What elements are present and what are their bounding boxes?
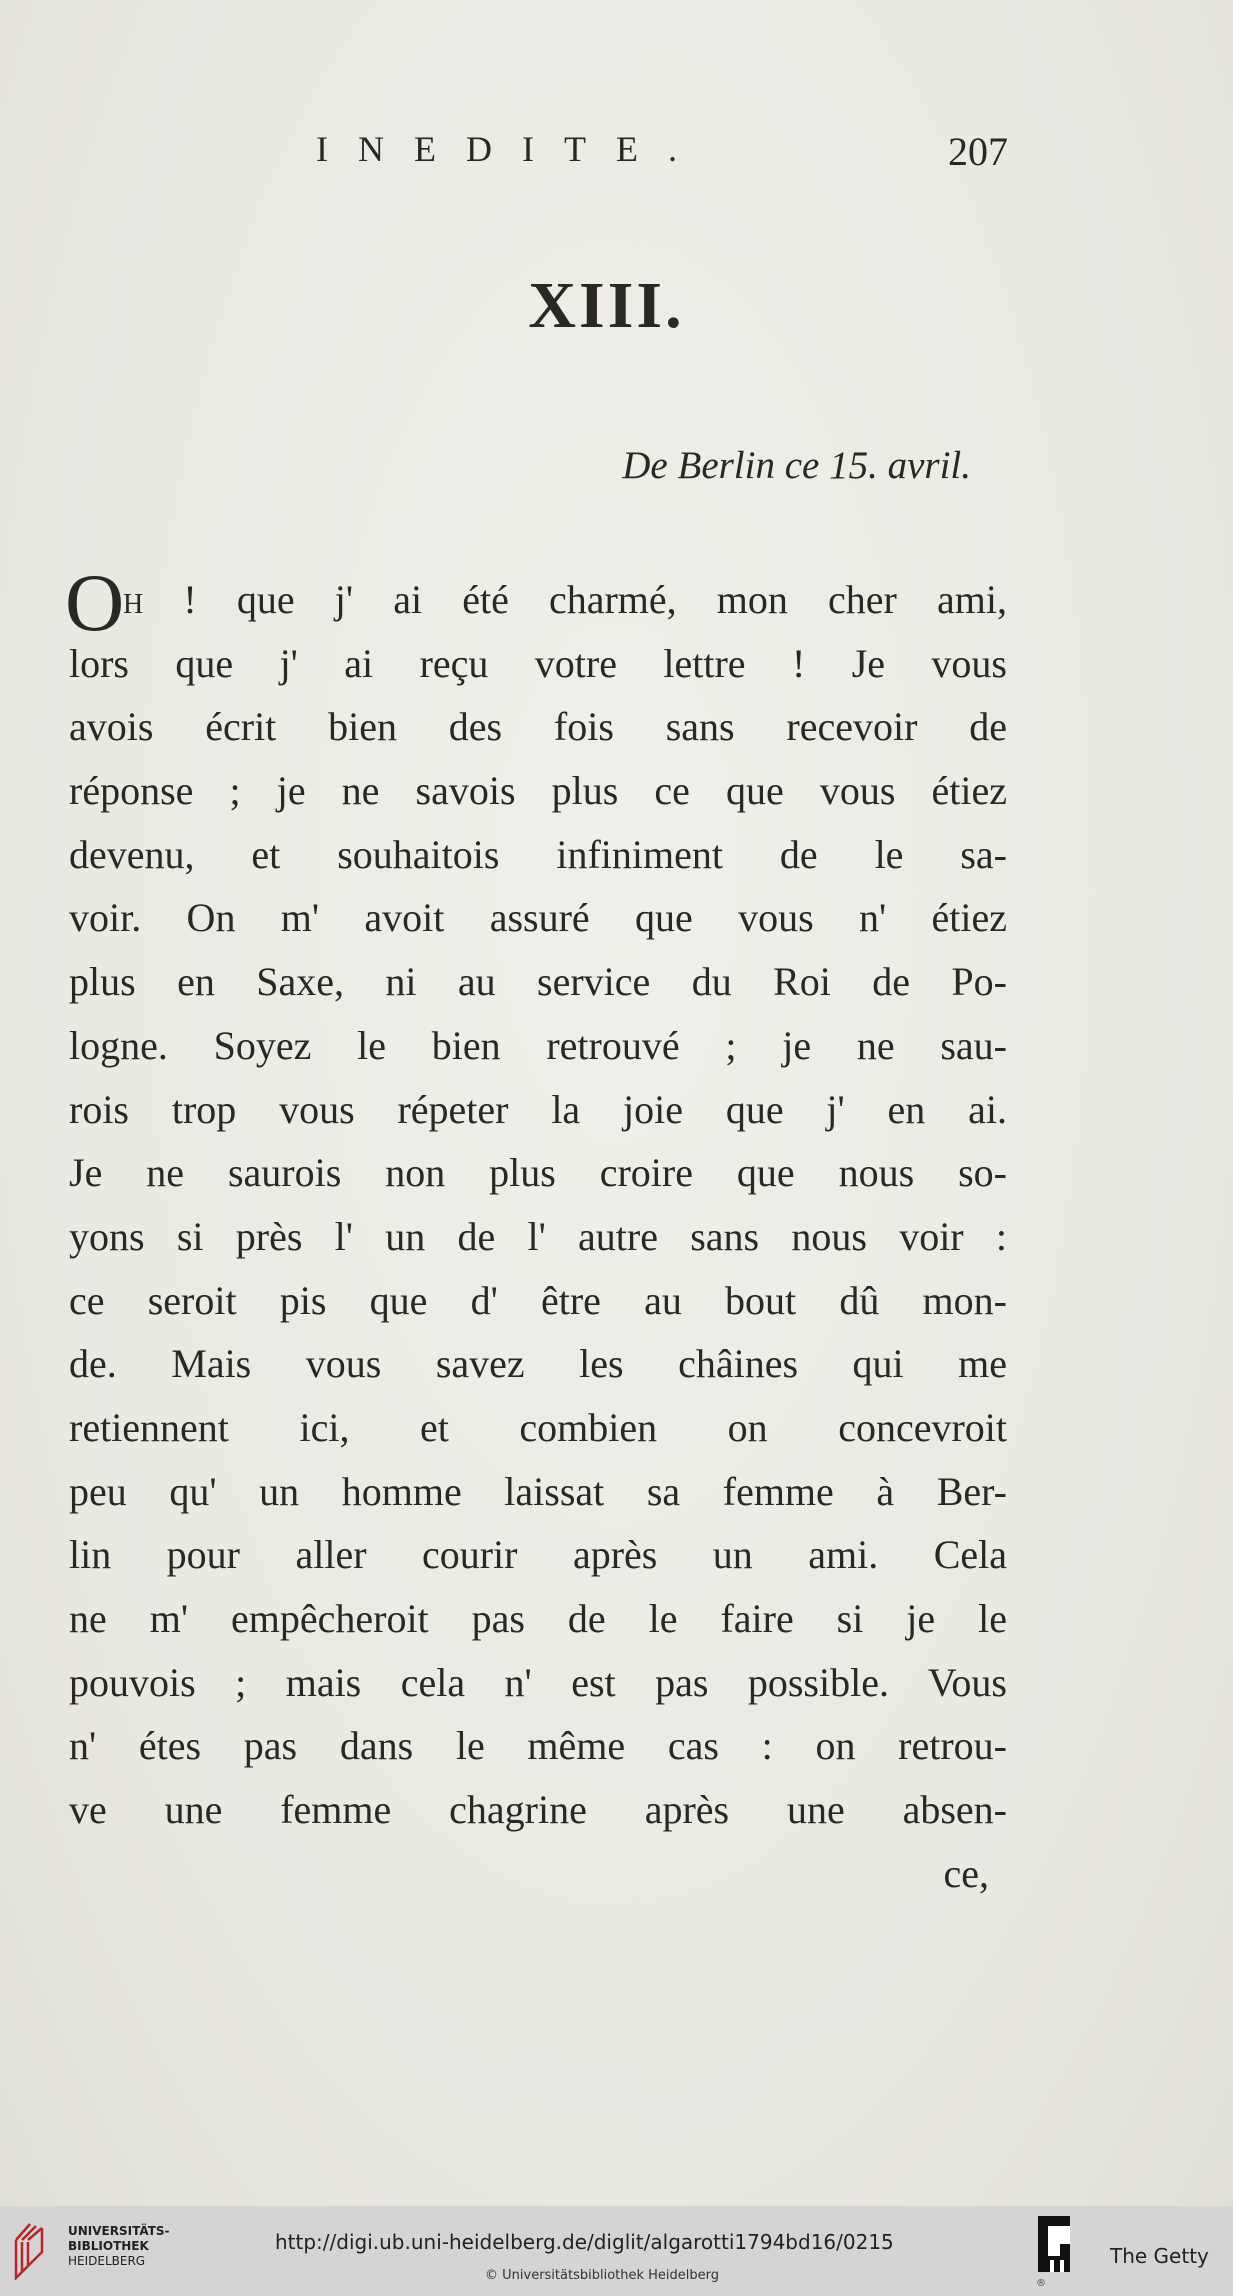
text-line: ne m' empêcheroit pas de le faire si je le (69, 1596, 1007, 1641)
permalink[interactable]: http://digi.ub.uni-heidelberg.de/diglit/algarotti1794bd16/0215 (275, 2230, 894, 2254)
text-line: pouvois ; mais cela n' est pas possible. Vous (69, 1659, 1007, 1705)
letter-body (65, 557, 1007, 1905)
text-line: ve une femme chagrine après une absen- (69, 1787, 1007, 1833)
library-name-line: BIBLIOTHEK (68, 2239, 149, 2253)
text-line: lin pour aller courir après un ami. Cela (69, 1532, 1007, 1578)
text-line: n' étes pas dans le même cas : on retrou- (69, 1723, 1007, 1769)
text-line: Je ne saurois non plus croire que nous so- (69, 1150, 1007, 1196)
university-library-logo-icon (12, 2220, 60, 2280)
text-line: de. Mais vous savez les châines qui me (69, 1341, 1007, 1387)
text-line: lors que j' ai reçu votre lettre ! Je vous (69, 640, 1007, 686)
text-line: rois trop vous répeter la joie que j' en ai. (69, 1086, 1007, 1132)
library-name (68, 2224, 170, 2269)
text-line (65, 557, 1007, 648)
dateline: De Berlin ce 15. avril. (622, 444, 971, 487)
catchword: ce, (943, 1850, 989, 1896)
footer-bar (0, 2206, 1233, 2296)
small-cap: H (123, 589, 144, 620)
library-name-line: HEIDELBERG (68, 2254, 146, 2268)
text-line: yons si près l' un de l' autre sans nous voir : (69, 1213, 1007, 1259)
library-name-line: UNIVERSITÄTS- (68, 2224, 170, 2238)
text-line: avois écrit bien des fois sans recevoir de (69, 704, 1007, 750)
text-line: plus en Saxe, ni au service du Roi de Po- (69, 959, 1007, 1005)
text-line: logne. Soyez le bien retrouvé ; je ne sau- (69, 1022, 1007, 1068)
getty-logo-icon (1038, 2216, 1070, 2272)
text-line: peu qu' un homme laissat sa femme à Ber- (69, 1468, 1007, 1514)
text-line: ce seroit pis que d' être au bout dû mon- (69, 1277, 1007, 1323)
drop-cap: O (65, 557, 125, 648)
chapter-heading: XIII. (528, 269, 685, 342)
text-line: retiennent ici, et combien on concevroit (69, 1404, 1007, 1450)
copyright: © Universitätsbibliothek Heidelberg (485, 2268, 720, 2283)
text-line: réponse ; je ne savois plus ce que vous étiez (69, 768, 1007, 814)
text-line: devenu, et souhaitois infiniment de le sa- (69, 831, 1007, 877)
running-title: INEDITE. (316, 129, 707, 169)
first-line-text: ! que j' ai été charmé, mon cher ami, (143, 577, 1007, 622)
running-head (316, 128, 1008, 178)
text-line: voir. On m' avoit assuré que vous n' étiez (69, 895, 1007, 941)
registered-mark: ® (1036, 2278, 1046, 2289)
page-number: 207 (948, 129, 1008, 174)
getty-name: The Getty (1110, 2244, 1209, 2268)
